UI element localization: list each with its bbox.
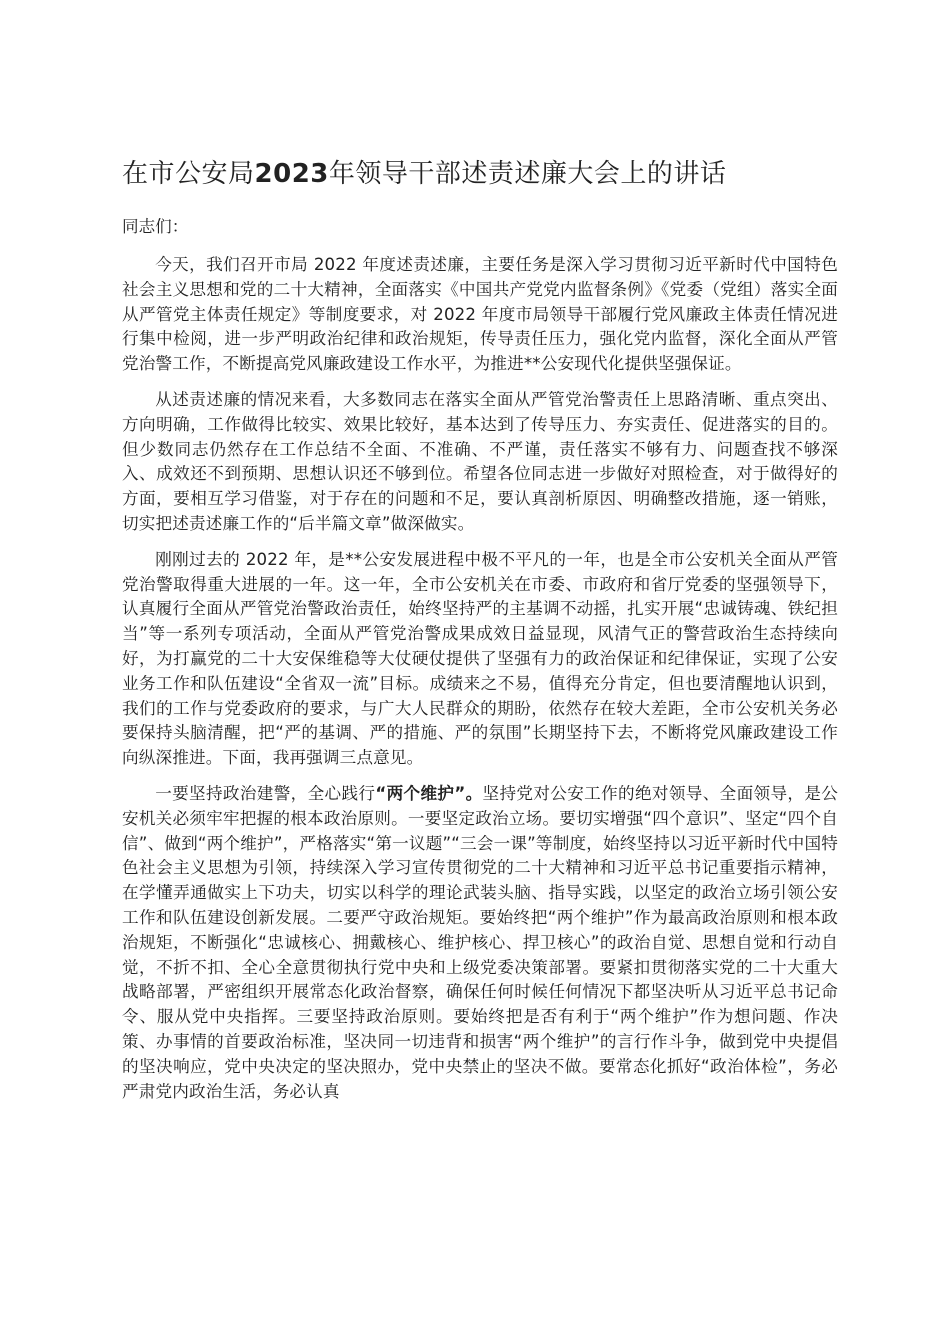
paragraph-1: 今天，我们召开市局 2022 年度述责述廉，主要任务是深入学习贯彻习近平新时代中国特色社会主义思想和党的二十大精神，全面落实《中国共产党党内监督条例》《党委（党组）落实全面从严管党主体责任规定》等制度要求，对 2022 年度市局领导干部履行党风廉政主体责任情况进行集中检阅，进一步严明政治纪律和政治规矩，传导责任压力，强化党内监督，深化全面从严管党治警工作，不断提高党风廉政建设工作水平，为推进**公安现代化提供坚强保证。 [122, 255, 838, 374]
paragraph-3: 刚刚过去的 2022 年，是**公安发展进程中极不平凡的一年，也是全市公安机关全面从严管党治警取得重大进展的一年。这一年，全市公安机关在市委、市政府和省厅党委的坚强领导下，认真履行全面从严管党治警政治责任，始终坚持严的主基调不动摇，扎实开展“忠诚铸魂、铁纪担当”等一系列专项活动，全面从严管党治警成果成效日益显现，风清气正的警营政治生态持续向好，为打赢党的二十大安保维稳等大仗硬仗提供了坚强有力的政治保证和纪律保证，实现了公安业务工作和队伍建设“全省双一流”目标。成绩来之不易，值得充分肯定，但也要清醒地认识到，我们的工作与党委政府的要求，与广大人民群众的期盼，依然存在较大差距，全市公安机关务必要保持头脑清醒，把“严的基调、严的措施、严的氛围”长期坚持下去，不断将党风廉政建设工作向纵深推进。下面，我再强调三点意见。 [122, 549, 838, 768]
paragraph-4 [122, 782, 838, 1104]
paragraph-4-body: 坚持党对公安工作的绝对领导、全面领导，是公安机关必须牢牢把握的根本政治原则。一要坚定政治立场。要切实增强“四个意识”、坚定“四个自信”、做到“两个维护”，严格落实“第一议题”“三会一课”等制度，始终坚持以习近平新时代中国特色社会主义思想为引领，持续深入学习宣传贯彻党的二十大精神和习近平总书记重要指示精神，在学懂弄通做实上下功夫，切实以科学的理论武装头脑、指导实践，以坚定的政治立场引领公安工作和队伍建设创新发展。二要严守政治规矩。要始终把“两个维护”作为最高政治原则和根本政治规矩，不断强化“忠诚核心、拥戴核心、维护核心、捍卫核心”的政治自觉、思想自觉和行动自觉，不折不扣、全心全意贯彻执行党中央和上级党委决策部署。要紧扣贯彻落实党的二十大重大战略部署，严密组织开展常态化政治督察，确保任何时候任何情况下都坚决听从习近平总书记命令、服从党中央指挥。三要坚持政治原则。要始终把是否有利于“两个维护”作为想问题、作决策、办事情的首要政治标准，坚决同一切违背和损害“两个维护”的言行作斗争，做到党中央提倡的坚决响应，党中央决定的坚决照办，党中央禁止的坚决不做。要常态化抓好“政治体检”，务必严肃党内政治生活，务必认真 [122, 783, 839, 1101]
title-prefix: 在市公安局 [122, 159, 255, 189]
paragraph-4-bold-phrase: “两个维护” [375, 783, 466, 803]
title-year: 2023 [254, 159, 329, 189]
document-page [122, 150, 838, 1115]
paragraph-4-lead: 一要坚持政治建警，全心践行 [155, 783, 376, 803]
salutation: 同志们： [122, 217, 189, 236]
document-title [122, 150, 838, 198]
title-suffix: 年领导干部述责述廉大会上的讲话 [328, 159, 727, 189]
paragraph-4-end-mark: 。 [465, 783, 483, 803]
paragraph-2: 从述责述廉的情况来看，大多数同志在落实全面从严管党治警责任上思路清晰、重点突出、方向明确，工作做得比较实、效果比较好，基本达到了传导压力、夯实责任、促进落实的目的。但少数同志仍然存在工作总结不全面、不准确、不严谨，责任落实不够有力、问题查找不够深入、成效还不到预期、思想认识还不够到位。希望各位同志进一步做好对照检查，对于做得好的方面，要相互学习借鉴，对于存在的问题和不足，要认真剖析原因、明确整改措施，逐一销账，切实把述责述廉工作的“后半篇文章”做深做实。 [122, 389, 838, 533]
